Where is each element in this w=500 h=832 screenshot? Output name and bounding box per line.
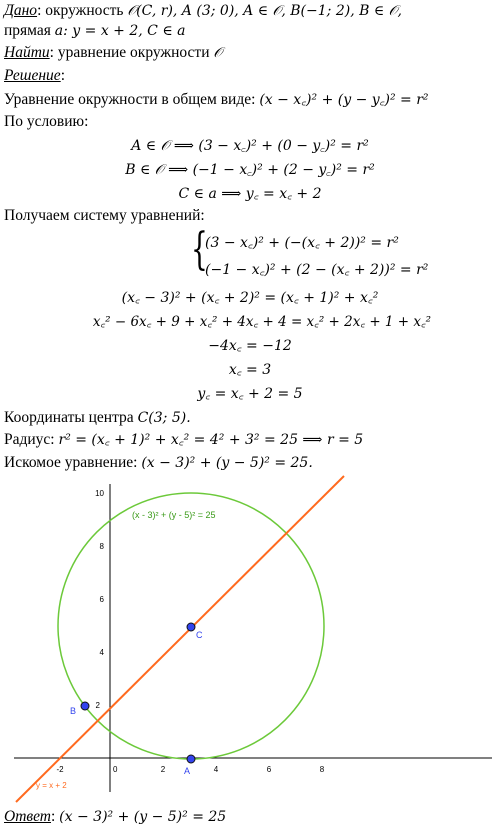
solution-label: Решение bbox=[4, 67, 61, 84]
x-tick-8: 8 bbox=[319, 765, 325, 774]
step-2: x꜀² − 6x꜀ + 9 + x꜀² + 4x꜀ + 4 = x꜀² + 2x꜀ + 1 + x꜀² bbox=[92, 314, 432, 330]
answer-math: (x − 3)² + (y − 5)² = 25 bbox=[59, 809, 227, 825]
circle-graph bbox=[0, 474, 500, 804]
line-y-x-plus-2 bbox=[16, 476, 344, 802]
system-brace: { bbox=[191, 224, 208, 275]
point-c bbox=[187, 623, 195, 631]
find-line bbox=[4, 44, 222, 62]
y-tick-4: 4 bbox=[99, 648, 104, 657]
x-tick-6: 6 bbox=[266, 765, 272, 774]
general-form-math: (x − x꜀)² + (y − y꜀)² = r² bbox=[259, 92, 429, 108]
radius-text: Радиус: bbox=[4, 431, 59, 448]
general-form-line bbox=[4, 91, 429, 109]
step-1: (x꜀ − 3)² + (x꜀ + 2)² = (x꜀ + 1)² + x꜀² bbox=[121, 290, 379, 306]
point-a-label: A bbox=[184, 766, 191, 776]
radius-math: r² = (x꜀ + 1)² + x꜀² = 4² + 3² = 25 ⟹ r = 5 bbox=[58, 432, 364, 448]
circle-label: (x - 3)² + (y - 5)² = 25 bbox=[132, 510, 216, 520]
given-label: Дано bbox=[4, 2, 38, 19]
find-text: : уравнение окружности bbox=[49, 44, 214, 61]
center-line bbox=[4, 409, 191, 427]
x-tick-2: 2 bbox=[160, 765, 166, 774]
answer-text: : bbox=[50, 808, 60, 825]
radius-line bbox=[4, 431, 363, 449]
x-tick--2: -2 bbox=[56, 765, 64, 774]
step-4: x꜀ = 3 bbox=[228, 362, 272, 378]
answer-label: Ответ bbox=[4, 808, 51, 825]
point-c-label: C bbox=[196, 630, 203, 640]
step-5: y꜀ = x꜀ + 2 = 5 bbox=[197, 386, 303, 402]
general-form-text: Уравнение окружности в общем виде: bbox=[4, 91, 260, 108]
system-intro: Получаем систему уравнений: bbox=[4, 207, 205, 224]
center-text: Координаты центра bbox=[4, 409, 138, 426]
given-line2-text: прямая bbox=[4, 22, 55, 39]
point-b-label: B bbox=[70, 706, 77, 716]
point-b bbox=[81, 702, 89, 710]
origin-label: 0 bbox=[113, 765, 118, 774]
condition-a: A ∈ 𝒪 ⟹ (3 − x꜀)² + (0 − y꜀)² = r² bbox=[131, 138, 369, 154]
y-tick-6: 6 bbox=[99, 595, 104, 604]
y-tick-2: 2 bbox=[95, 701, 100, 710]
solution-heading bbox=[4, 67, 65, 85]
line-label: y = x + 2 bbox=[36, 781, 67, 790]
condition-b: B ∈ 𝒪 ⟹ (−1 − x꜀)² + (2 − y꜀)² = r² bbox=[125, 162, 375, 178]
given-line2-math: a: y = x + 2, C ∈ a bbox=[54, 23, 186, 39]
y-tick-8: 8 bbox=[99, 542, 104, 551]
x-tick-4: 4 bbox=[213, 765, 219, 774]
equation-math: (x − 3)² + (y − 5)² = 25. bbox=[141, 455, 313, 471]
solution-colon: : bbox=[60, 67, 65, 84]
answer-line bbox=[4, 808, 226, 826]
system-eq-1: (3 − x꜀)² + (−(x꜀ + 2))² = r² bbox=[205, 235, 399, 251]
step-3: −4x꜀ = −12 bbox=[208, 338, 292, 354]
condition-label: По условию: bbox=[4, 113, 89, 130]
given-math: 𝒪(C, r), A (3; 0), A ∈ 𝒪, B(−1; 2), B ∈ 𝒪, bbox=[127, 3, 402, 19]
given-text: : окружность bbox=[37, 2, 128, 19]
find-label: Найти bbox=[4, 44, 50, 61]
y-tick-10: 10 bbox=[95, 489, 104, 498]
equation-text: Искомое уравнение: bbox=[4, 454, 142, 471]
find-math: 𝒪 bbox=[213, 45, 223, 61]
given-line-2 bbox=[4, 22, 185, 40]
point-a bbox=[187, 755, 195, 763]
given-line-1 bbox=[4, 2, 402, 20]
center-math: C(3; 5). bbox=[137, 410, 191, 426]
system-eq-2: (−1 − x꜀)² + (2 − (x꜀ + 2))² = r² bbox=[205, 262, 429, 278]
condition-c: C ∈ a ⟹ y꜀ = x꜀ + 2 bbox=[178, 186, 322, 202]
equation-line bbox=[4, 454, 313, 472]
